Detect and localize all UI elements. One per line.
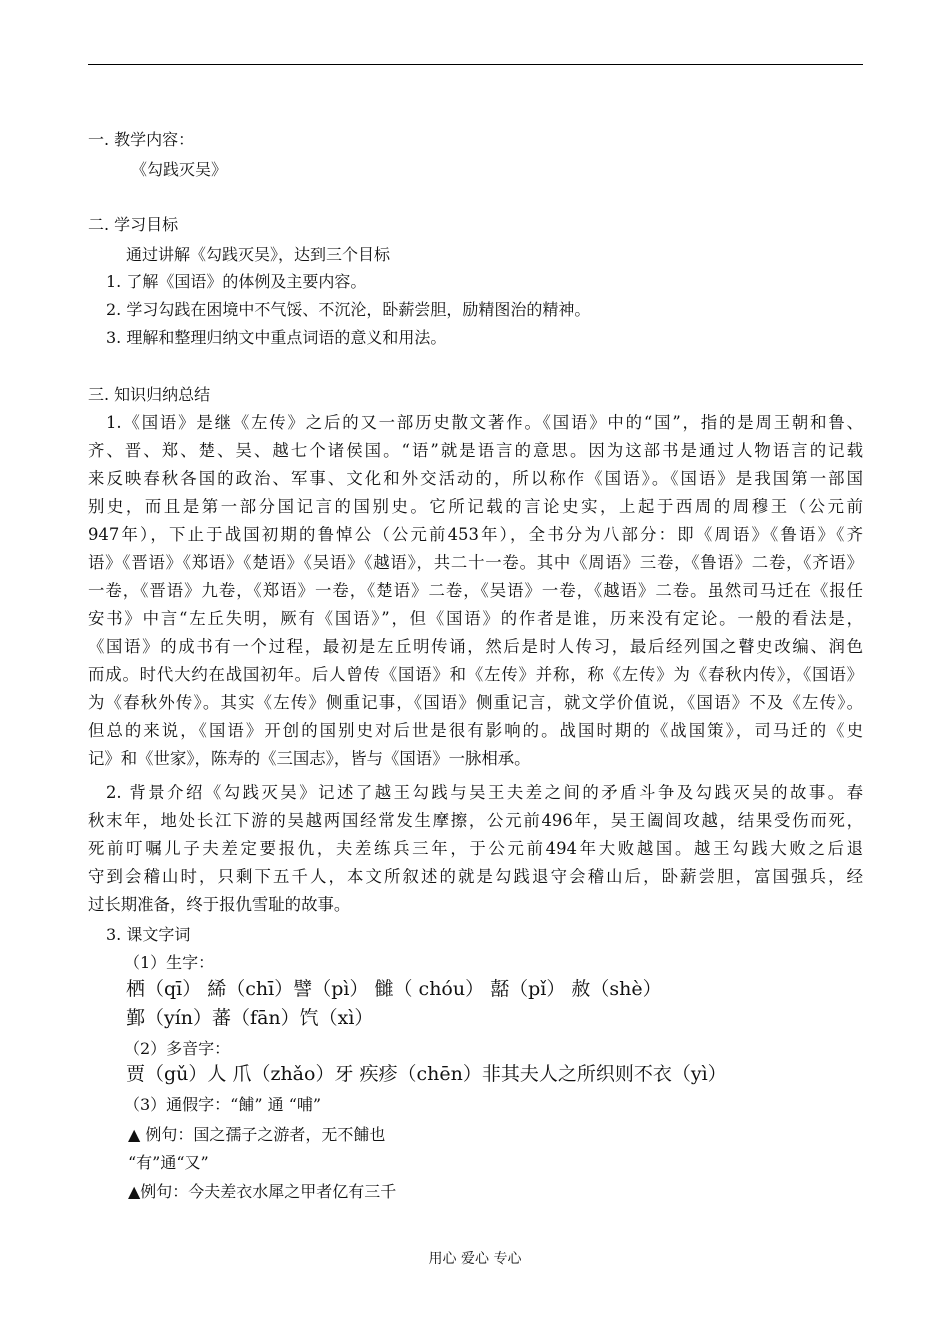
header-rule [88, 64, 863, 65]
new-chars-label: （1）生字： [124, 953, 215, 972]
goal-item: 1. 了解《国语》的体例及主要内容。 [106, 272, 367, 291]
section-1-heading: 一. 教学内容： [88, 130, 195, 149]
para1-line: 但总的来说，《国语》开创的国别史对后世是很有影响的。战国时期的《战国策》，司马迁的《史 [88, 721, 863, 740]
section-2-heading: 二. 学习目标 [88, 215, 179, 234]
para1-line: 别史，而且是第一部分国记言的国别史。它所记载的言论史实，上起于西周的周穆王（公元前 [88, 497, 863, 516]
section-3-heading: 三. 知识归纳总结 [88, 385, 211, 404]
goal-item: 3. 理解和整理归纳文中重点词语的意义和用法。 [106, 328, 447, 347]
page-footer: 用心 爱心 专心 [428, 1251, 522, 1267]
new-chars-line: 栖（qī） 絺（chī）譬（pì） 雠（ chóu） 嚭（pǐ） 赦（shè） [126, 978, 662, 1000]
para1-line: 齐、晋、郑、楚、吴、越七个诸侯国。“语”就是语言的意思。因为这部书是通过人物语言的记载 [88, 441, 863, 460]
para2-line: 死前叮嘱儿子夫差定要报仇，夫差练兵三年，于公元前494年大败越国。越王勾践大败之后退 [88, 839, 863, 858]
tongjia-item: “有”通“又” [128, 1153, 209, 1172]
example-sentence: ▲例句：今夫差衣水犀之甲者亿有三千 [128, 1182, 397, 1201]
polyphone-label: （2）多音字： [124, 1039, 231, 1058]
para1-line: 《国语》的成书有一个过程，最初是左丘明传诵，然后是时人传习，最后经列国之瞽史改编、润色 [88, 637, 863, 656]
para2-line: 秋末年，地处长江下游的吴越两国经常发生摩擦，公元前496年，吴王阖闾攻越，结果受伤而死， [88, 811, 863, 830]
new-chars-line: 鄞（yín）蕃（fān）饩（xì） [126, 1007, 374, 1029]
section-2-intro: 通过讲解《勾践灭吴》，达到三个目标 [126, 245, 391, 264]
para1-line: 一卷，《晋语》九卷，《郑语》一卷，《楚语》二卷，《吴语》一卷，《越语》二卷。虽然司马迁在《报任 [88, 581, 863, 600]
para2-line: 过长期准备，终于报仇雪耻的故事。 [88, 895, 351, 914]
para1-line: 为《春秋外传》。其实《左传》侧重记事，《国语》侧重记言，就文学价值说，《国语》不及《左传》。 [88, 693, 863, 712]
para2-line: 守到会稽山时，只剩下五千人，本文所叙述的就是勾践退守会稽山后，卧薪尝胆，富国强兵，经 [88, 867, 863, 886]
tongjia-label: （3）通假字：“餔” 通 “哺” [124, 1095, 322, 1114]
section-1-text: 《勾践灭吴》 [131, 160, 228, 179]
vocab-heading: 3. 课文字词 [106, 925, 191, 944]
para1-line: 947年），下止于战国初期的鲁悼公（公元前453年），全书分为八部分：即《周语》《鲁语》《齐 [88, 525, 863, 544]
goal-item: 2. 学习勾践在困境中不气馁、不沉沦，卧薪尝胆，励精图治的精神。 [106, 300, 591, 319]
para2-line: 2. 背景介绍《勾践灭吴》记述了越王勾践与吴王夫差之间的矛盾斗争及勾践灭吴的故事。春 [106, 783, 863, 802]
para1-line: 语》《晋语》《郑语》《楚语》《吴语》《越语》，共二十一卷。其中《周语》三卷，《鲁语》二卷，《齐语》 [88, 553, 863, 572]
polyphone-line: 贾（gǔ）人 爪（zhǎo）牙 疾疹（chēn）非其夫人之所织则不衣（yì） [126, 1063, 727, 1085]
example-sentence: ▲ 例句：国之孺子之游者，无不餔也 [128, 1125, 386, 1144]
para1-line: 记》和《世家》，陈寿的《三国志》，皆与《国语》一脉相承。 [88, 749, 531, 768]
para1-line: 1.《国语》是继《左传》之后的又一部历史散文著作。《国语》中的“国”，指的是周王朝和鲁、 [106, 413, 863, 432]
para1-line: 而成。时代大约在战国初年。后人曾传《国语》和《左传》并称，称《左传》为《春秋内传》，《国语》 [88, 665, 863, 684]
para1-line: 来反映春秋各国的政治、军事、文化和外交活动的，所以称作《国语》。《国语》是我国第一部国 [88, 469, 863, 488]
para1-line: 安书》中言“左丘失明，厥有《国语》”，但《国语》的作者是谁，历来没有定论。一般的看法是， [88, 609, 863, 628]
